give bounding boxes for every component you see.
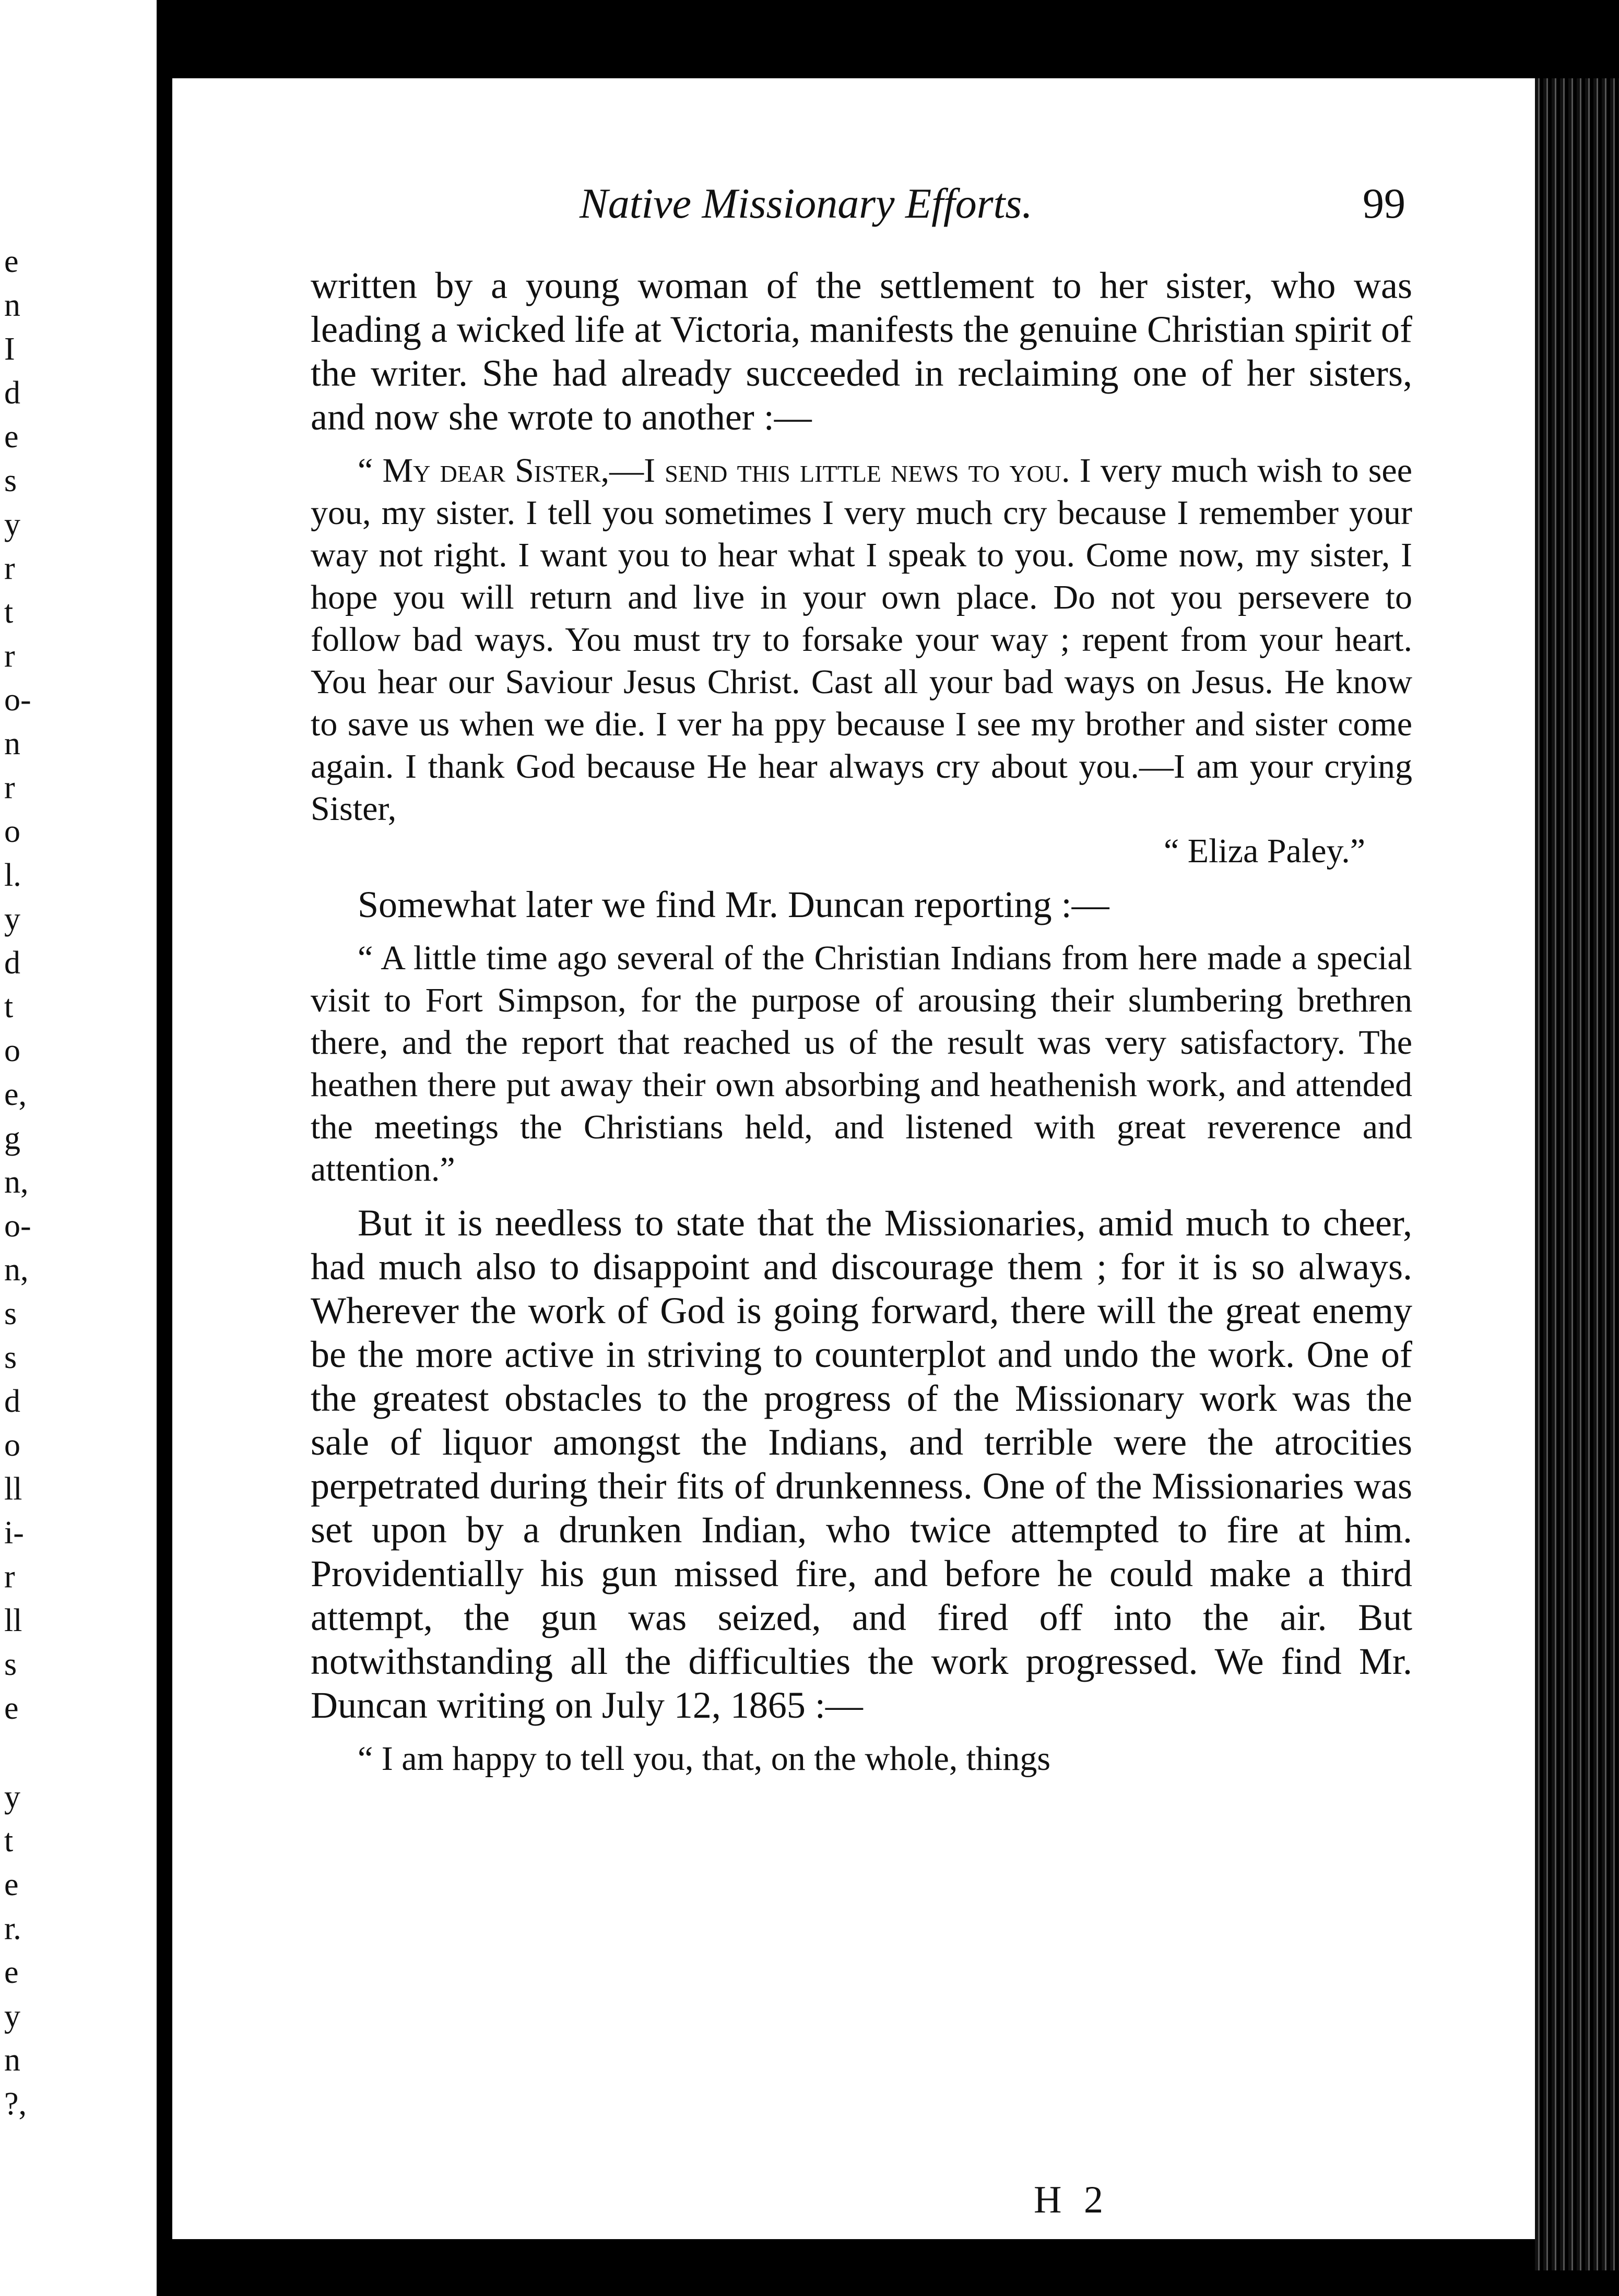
signature-mark: H 2 bbox=[1034, 2179, 1109, 2221]
margin-fragment: e bbox=[4, 244, 19, 279]
previous-page-margin bbox=[0, 0, 157, 2296]
book-page bbox=[172, 78, 1535, 2239]
margin-fragment: d bbox=[4, 1384, 20, 1419]
paragraph-duncan-quote: “ A little time ago several of the Christian Indians from here made a special visit to Fort Simpson, for the purpose of arousing their slumbering brethren there, and the report that reached us of the result was very satisfactory. The heathen there put away their own absorbing and heathenish work, and attended the meetings the Christians held, and listened with great reverence and attention.” bbox=[311, 939, 1412, 1188]
letter-paragraph bbox=[311, 449, 1412, 830]
margin-fragment: I bbox=[4, 331, 15, 367]
margin-fragment: s bbox=[4, 1647, 17, 1682]
paragraph-difficulties: But it is needless to state that the Missionaries, amid much to cheer, had much also to disappoint and discourage them ; for it is so always. Wherever the work of God is going forward, there will the great enemy be the more active in striving to counterplot and undo the work. One of the greatest obstacles to the progress of the Missionary work was the sale of liquor amongst the Indians, and terrible were the atrocities perpetrated during their fits of drunkenness. One of the Missionaries was set upon by a drunken Indian, who twice attempted to fire at him. Providentially his gun missed fire, and before he could make a third attempt, the gun was seized, and fired off into the air. But notwithstanding all the difficulties the work progressed. We find Mr. Duncan writing on July 12, 1865 :— bbox=[311, 1202, 1412, 1726]
margin-fragment: ?, bbox=[4, 2086, 27, 2122]
letter-signature: “ Eliza Paley.” bbox=[1163, 832, 1365, 870]
margin-fragment: n bbox=[4, 726, 20, 762]
margin-fragment: o bbox=[4, 1427, 20, 1463]
margin-fragment: ll bbox=[4, 1603, 22, 1638]
running-title: Native Missionary Efforts. bbox=[580, 180, 1033, 227]
margin-fragment: r bbox=[4, 551, 15, 586]
margin-fragment: e bbox=[4, 1867, 19, 1902]
margin-fragment: e bbox=[4, 1955, 19, 1990]
margin-fragment: e, bbox=[4, 1077, 27, 1112]
margin-fragment: n bbox=[4, 2042, 20, 2078]
margin-fragment: e bbox=[4, 419, 19, 455]
margin-fragment: y bbox=[4, 507, 20, 542]
body-text bbox=[311, 264, 1412, 1780]
margin-fragment: o- bbox=[4, 1208, 31, 1244]
page-edge-bottom bbox=[172, 2239, 1535, 2296]
margin-fragment: s bbox=[4, 463, 17, 498]
margin-fragment: l. bbox=[4, 858, 21, 893]
letter-opening: “ My dear Sister,—I send this little news to you. bbox=[358, 451, 1070, 490]
margin-fragment: g bbox=[4, 1121, 20, 1156]
margin-fragment: s bbox=[4, 1340, 17, 1375]
margin-fragment: y bbox=[4, 1779, 20, 1815]
margin-fragment: r bbox=[4, 770, 15, 805]
page-edge-right bbox=[1535, 78, 1619, 2270]
margin-fragment: n, bbox=[4, 1164, 29, 1200]
margin-fragment: y bbox=[4, 1998, 20, 2034]
letter-body: I very much wish to see you, my sister. I tell you sometimes I very much cry because I remember your way not right. I want you to hear what I speak to you. Come now, my sister, I hope you will return and live in your own place. Do not you persevere to follow bad ways. You must try to forsake your way ; repent from your heart. You hear our Saviour Jesus Christ. Cast all your bad ways on Jesus. He know to save us when we die. I ver ha ppy because I see my brother and sister come again. I thank God because He hear always cry about you.—I am your crying Sister, bbox=[311, 451, 1413, 828]
margin-fragment: s bbox=[4, 1296, 17, 1331]
margin-fragment: o bbox=[4, 814, 20, 849]
page-number: 99 bbox=[1363, 180, 1405, 227]
paragraph-continuation: “ I am happy to tell you, that, on the whole, things bbox=[358, 1740, 1051, 1778]
margin-fragment: t bbox=[4, 989, 14, 1025]
margin-fragment: r. bbox=[4, 1911, 21, 1946]
margin-fragment: n, bbox=[4, 1252, 29, 1288]
margin-fragment: t bbox=[4, 1823, 14, 1859]
margin-fragment: r bbox=[4, 1559, 15, 1595]
page-text bbox=[172, 78, 1535, 2239]
margin-fragment: n bbox=[4, 288, 20, 323]
margin-fragment: t bbox=[4, 594, 14, 630]
book-spine bbox=[157, 0, 172, 2296]
margin-fragment: i- bbox=[4, 1515, 24, 1551]
margin-fragment: e bbox=[4, 1691, 19, 1726]
margin-fragment: d bbox=[4, 945, 20, 981]
margin-fragment: d bbox=[4, 375, 20, 411]
paragraph-reporting: Somewhat later we find Mr. Duncan reporting :— bbox=[358, 884, 1109, 925]
running-head bbox=[172, 177, 1535, 230]
margin-fragment: r bbox=[4, 638, 15, 674]
margin-fragment: o- bbox=[4, 682, 31, 718]
margin-fragment: y bbox=[4, 901, 20, 937]
margin-fragment: ll bbox=[4, 1471, 22, 1507]
margin-fragment: o bbox=[4, 1033, 20, 1068]
paragraph-intro: written by a young woman of the settlement to her sister, who was leading a wicked life at Victoria, manifests the genuine Christian spirit of the writer. She had already succeeded in reclaiming one of her sisters, and now she wrote to another :— bbox=[311, 265, 1412, 438]
